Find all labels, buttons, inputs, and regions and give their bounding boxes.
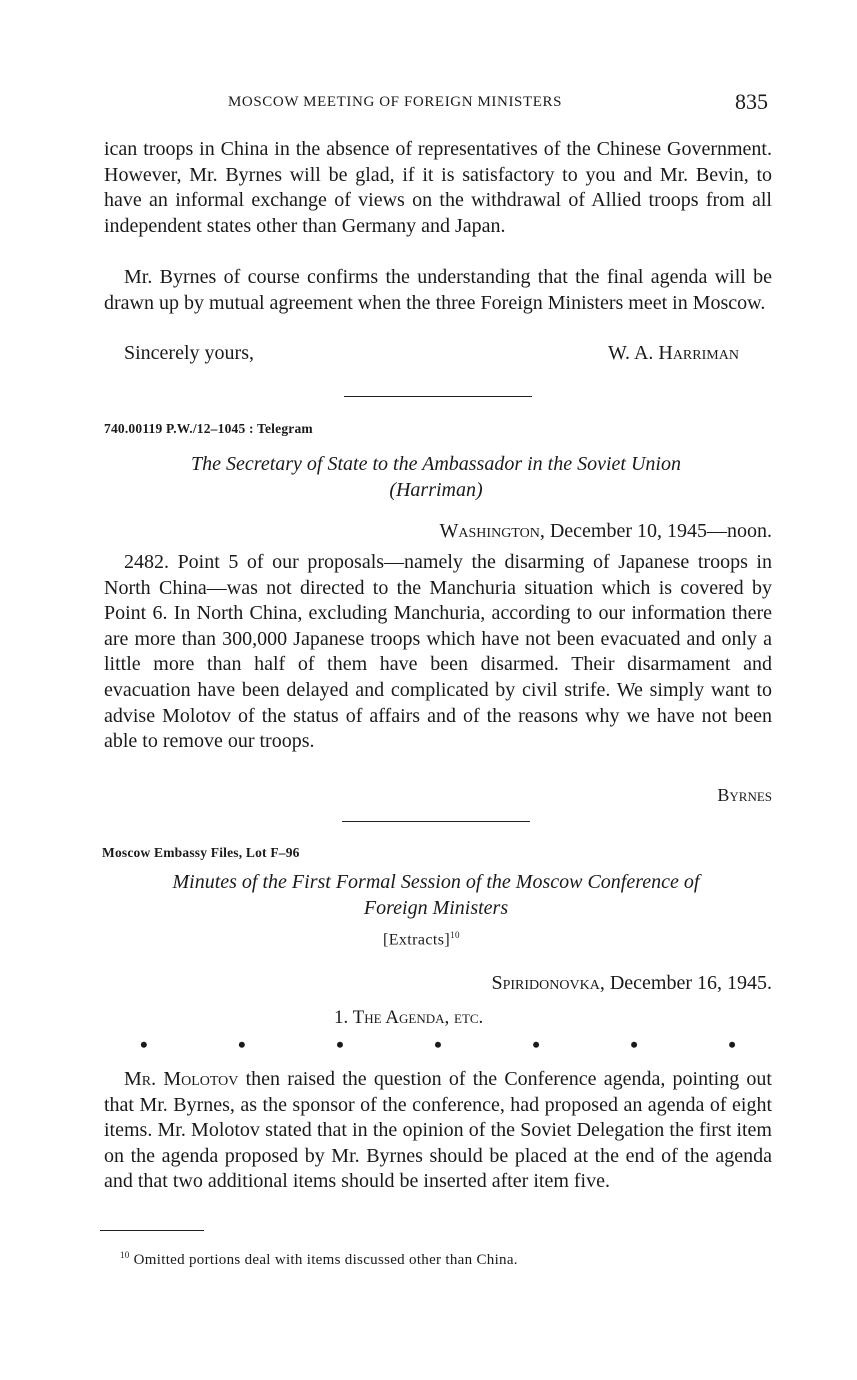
- ellipsis-dot: •: [140, 1032, 148, 1057]
- minutes-dateline: [104, 972, 772, 995]
- minutes-file-reference: Moscow Embassy Files, Lot F–96: [102, 845, 300, 860]
- telegram-title: [100, 452, 772, 503]
- minutes-title-line-2: Foreign Ministers: [363, 896, 509, 919]
- ellipsis-dot: •: [238, 1032, 246, 1057]
- minutes-place: Spiridonovka: [491, 972, 600, 994]
- minutes-body: [104, 1067, 772, 1195]
- minutes-title-line-1: Minutes of the First Formal Session of the Moscow Conference of: [172, 871, 700, 893]
- page-number: 835: [735, 89, 768, 114]
- section-divider: [344, 396, 532, 397]
- telegram-signature: Byrnes: [717, 785, 772, 805]
- ellipsis-dot: •: [728, 1032, 736, 1057]
- letter-continuation: ican troops in China in the absence of representatives of the Chinese Government. However, Mr. Byrnes will be glad, if it is satisfactory to you and Mr. Bevin, to have an informal exchange of views on the withdrawal of Allied troops from all independent states other than Germany and Japan.: [104, 138, 772, 237]
- letter-closing: Sincerely yours,: [124, 342, 254, 364]
- telegram-body: 2482. Point 5 of our proposals—namely the disarming of Japanese troops in North China—was not directed to the Manchuria situation which is covered by Point 6. In North China, excluding Manchuria, according to our information there are more than 300,000 Japanese troops which have not been evacuated and only a little more than half of them have been disarmed. Their disarmament and evacuation have been delayed and complicated by civil strife. We simply want to advise Molotov of the status of affairs and of the reasons why we have not been able to remove our troops.: [104, 551, 772, 753]
- letter-paragraph: Mr. Byrnes of course confirms the understanding that the final agenda will be drawn up by mutual agreement when the three Foreign Ministers meet in Moscow.: [104, 266, 772, 314]
- letter-signature: W. A. Harriman: [608, 342, 739, 364]
- telegram-title-line-2: (Harriman): [389, 478, 483, 501]
- footnote-divider: [100, 1230, 204, 1231]
- section-heading: 1. The Agenda, etc.: [334, 1007, 484, 1028]
- ellipsis-dot: •: [630, 1032, 638, 1057]
- telegram-dateline: [104, 520, 772, 543]
- minutes-title: [100, 870, 772, 921]
- telegram-file-reference: 740.00119 P.W./12–1045 : Telegram: [104, 421, 313, 436]
- ellipsis-dots: [140, 1032, 736, 1058]
- telegram-date: , December 10, 1945—noon.: [539, 520, 772, 542]
- ellipsis-dot: •: [532, 1032, 540, 1057]
- footnote: [120, 1250, 518, 1269]
- extracts-label: [Extracts]: [383, 931, 451, 949]
- footnote-reference: 10: [450, 930, 460, 940]
- minutes-extracts: [383, 930, 460, 949]
- footnote-text: Omitted portions deal with items discussed other than China.: [129, 1252, 518, 1268]
- minutes-date: , December 16, 1945.: [599, 972, 772, 994]
- telegram-title-line-1: The Secretary of State to the Ambassador in the Soviet Union: [191, 453, 681, 475]
- ellipsis-dot: •: [336, 1032, 344, 1057]
- minutes-body-text: then raised the question of the Conference agenda, pointing out that Mr. Byrnes, as the sponsor of the conference, had proposed an agenda of eight items. Mr. Molotov stated that in the opinion of the Soviet Delegation the first item on the agenda proposed by Mr. Byrnes should be placed at the end of the agenda and that two additional items should be inserted after item five.: [104, 1068, 772, 1193]
- footnote-marker: 10: [120, 1250, 130, 1260]
- speaker-name: Mr. Molotov: [124, 1068, 239, 1090]
- ellipsis-dot: •: [434, 1032, 442, 1057]
- running-head: MOSCOW MEETING OF FOREIGN MINISTERS: [228, 94, 563, 110]
- section-divider: [342, 821, 530, 822]
- telegram-place: Washington: [439, 520, 540, 542]
